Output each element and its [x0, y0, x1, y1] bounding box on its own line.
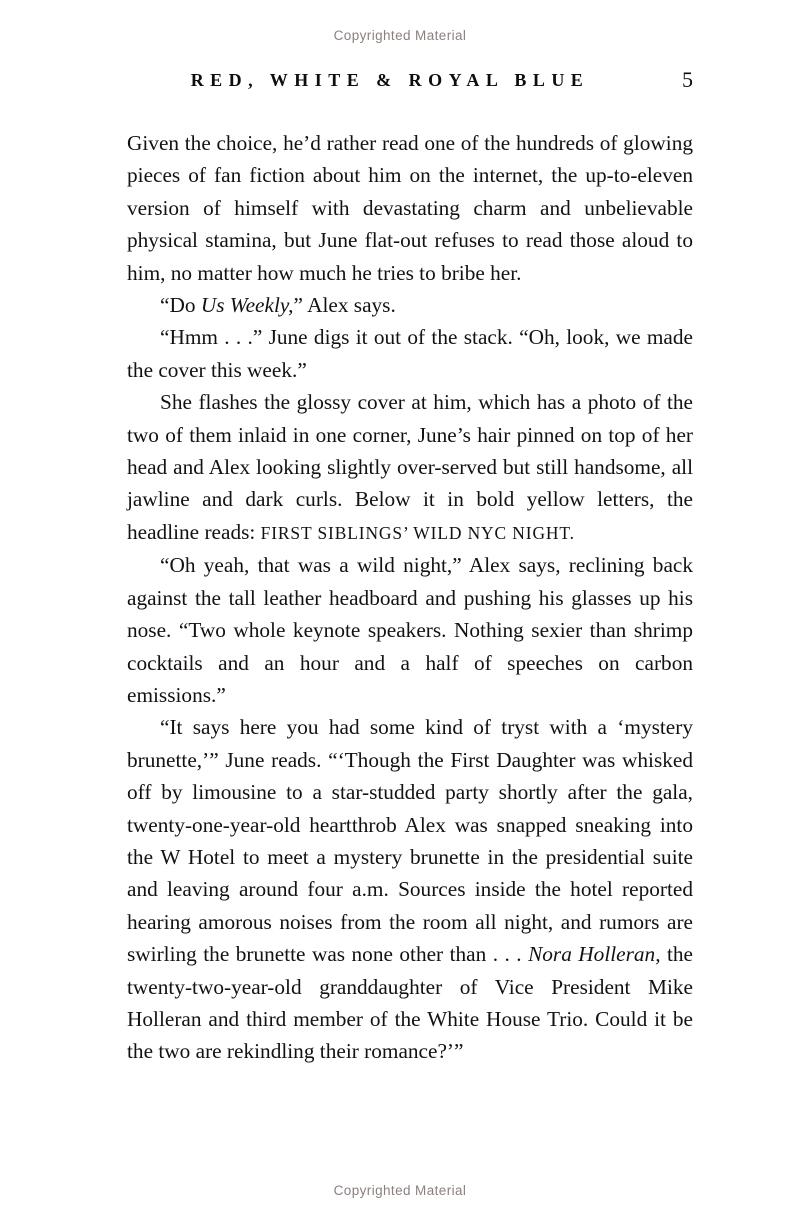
- text-run-italic: Nora Holleran,: [528, 942, 661, 967]
- text-run-italic: Us Weekly,: [200, 293, 294, 318]
- paragraph: [127, 711, 693, 1067]
- page-number: 5: [682, 67, 693, 92]
- paragraph: [127, 127, 693, 289]
- text-run: Given the choice, he’d rather read one of the hundreds of glowing pieces of fan fiction about him on the internet, the up-to-eleven version of himself with devastating charm and unbelievable physical stamina, but June flat-out refuses to read those aloud to him, no matter how much he tries to bribe her.: [127, 131, 693, 285]
- text-run: the twenty-two-year-old granddaughter of Vice President Mike Holleran and third member of the White House Trio. Could it be the two are rekindling their romance?’”: [127, 942, 694, 1064]
- paragraph: [127, 386, 693, 549]
- text-run-smallcaps: FIRST SIBLINGS’ WILD NYC NIGHT.: [260, 522, 575, 543]
- body-text: [127, 127, 693, 1068]
- copyright-notice-bottom: Copyrighted Material: [333, 1183, 467, 1198]
- text-run: “Oh yeah, that was a wild night,” Alex says, reclining back against the tall leather headboard and pushing his glasses up his nose. “Two whole keynote speakers. Nothing sexier than shrimp cocktails and an hour and a half of speeches on carbon emissions.”: [127, 553, 693, 707]
- running-header: [127, 67, 693, 96]
- text-run: “Hmm . . .” June digs it out of the stack. “Oh, look, we made the cover this week.”: [127, 325, 693, 382]
- text-run: She flashes the glossy cover at him, which has a photo of the two of them inlaid in one corner, June’s hair pinned on top of her head and Alex looking slightly over-served but still handsome, all jawline and dark curls. Below it in bold yellow letters, the headline reads:: [127, 390, 693, 544]
- paragraph: [127, 321, 693, 386]
- text-run: “It says here you had some kind of tryst with a ‘mystery brunette,’” June reads. “‘Though the First Daughter was whisked off by limousine to a star-studded party shortly after the gala, twenty-one-year-old heartthrob Alex was snapped sneaking into the W Hotel to meet a mystery brunette in the presidential suite and leaving around four a.m. Sources inside the hotel reported hearing amorous noises from the room all night, and rumors are swirling the brunette was none other than . . .: [127, 715, 693, 967]
- book-title: RED, WHITE & ROYAL BLUE: [190, 70, 590, 90]
- paragraph: [127, 289, 693, 321]
- text-run: ” Alex says.: [293, 293, 396, 318]
- text-run: “Do: [160, 293, 201, 318]
- copyright-notice-top: Copyrighted Material: [333, 28, 467, 43]
- paragraph: [127, 549, 693, 711]
